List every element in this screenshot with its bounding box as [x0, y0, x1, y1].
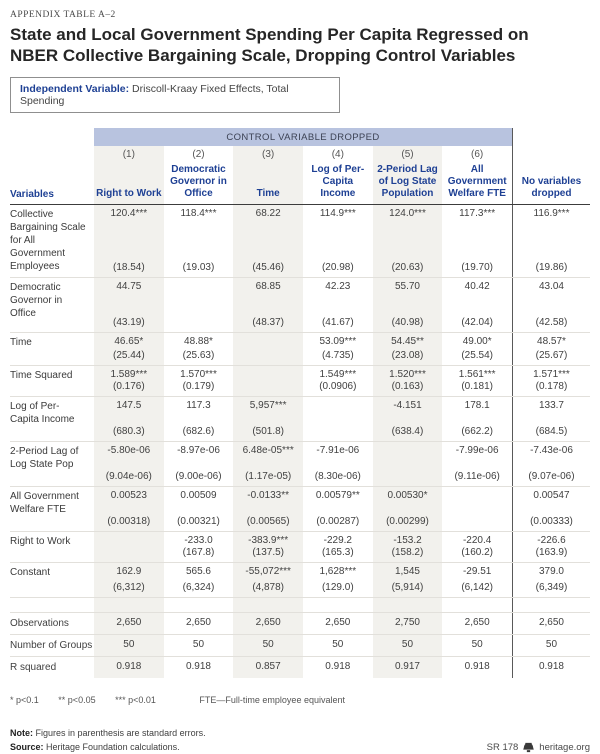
note-text: Figures in parenthesis are standard errors.	[33, 728, 206, 739]
coef-value: -220.4	[462, 535, 492, 547]
table-cell	[512, 278, 590, 332]
stats-value: 0.918	[464, 661, 490, 673]
stats-value: 0.917	[373, 657, 443, 678]
se-value: (5,914)	[391, 582, 424, 594]
table-cell	[442, 442, 512, 486]
coef-value: 1,545	[394, 566, 420, 578]
table-cell	[373, 366, 443, 396]
coef-value: 116.9***	[533, 208, 570, 220]
stats-label: Observations	[10, 618, 69, 630]
coef-value: 55.70	[394, 281, 420, 293]
column-header: Log of Per-Capita Income	[311, 164, 365, 200]
stats-value: 2,650	[233, 613, 303, 634]
table-cell	[512, 366, 590, 396]
coef-value: 147.5	[116, 400, 142, 412]
row-label: Democratic Governor in Office	[10, 282, 63, 320]
table-cell	[233, 397, 303, 441]
se-value: (41.67)	[321, 317, 354, 329]
spacer-cell	[94, 598, 164, 612]
se-value: (6,142)	[461, 582, 493, 594]
stats-value: 0.918	[94, 657, 164, 678]
table-band-row	[10, 128, 590, 146]
table-cell	[164, 366, 234, 396]
table-row	[10, 486, 590, 531]
table-cell	[512, 487, 590, 531]
row-label: All Government Welfare FTE	[10, 491, 79, 516]
table-cell	[442, 333, 512, 365]
table-cell	[94, 563, 164, 597]
coef-value: 1.570***	[180, 369, 217, 381]
table-body	[10, 205, 590, 612]
spacer-cell	[442, 598, 512, 612]
coef-value: 46.65*	[114, 336, 144, 348]
stats-row	[10, 612, 590, 634]
se-value: (0.00333)	[530, 516, 573, 528]
table-cell	[233, 205, 303, 277]
se-value: (9.04e-06)	[105, 471, 152, 483]
coef-value: 49.00*	[462, 336, 492, 348]
se-value: (501.8)	[252, 426, 284, 438]
se-value: (18.54)	[112, 262, 145, 274]
se-value: (9.07e-06)	[528, 471, 575, 483]
table-cell	[373, 333, 443, 365]
band-spacer-left	[10, 128, 94, 146]
table-cell	[164, 442, 234, 486]
se-value: (0.176)	[112, 381, 145, 393]
publication-brand	[487, 741, 590, 754]
table-spacer-row	[10, 597, 590, 612]
note-line	[10, 727, 590, 740]
coef-value: 48.88*	[184, 336, 213, 348]
coef-value: -153.2	[393, 535, 422, 547]
table-cell	[164, 397, 234, 441]
se-value: (8.30e-06)	[314, 471, 361, 483]
coef-value: -4.151	[393, 400, 422, 412]
table-cell	[94, 278, 164, 332]
column-header: Right to Work	[94, 162, 164, 204]
table-row	[10, 277, 590, 332]
coef-value: 124.0***	[389, 208, 426, 220]
coef-value: -5.80e-06	[107, 445, 151, 457]
spacer-cell	[373, 598, 443, 612]
note-label: Note:	[10, 728, 33, 739]
coef-value: 120.4***	[110, 208, 148, 220]
spacer-cell	[512, 598, 590, 612]
se-value: (6,312)	[112, 582, 145, 594]
coef-value: -383.9***	[248, 535, 289, 547]
fte-definition: FTE—Full-time employee equivalent	[199, 695, 345, 706]
table-cell	[442, 487, 512, 531]
table-cell	[303, 397, 373, 441]
coef-value: 68.85	[255, 281, 281, 293]
table-row	[10, 531, 590, 562]
coef-value: -55,072***	[245, 566, 291, 578]
report-id: SR 178	[486, 741, 519, 753]
se-value: (160.2)	[461, 547, 493, 559]
coef-value: -229.2	[323, 535, 352, 547]
table-cell	[512, 333, 590, 365]
site-url: heritage.org	[539, 741, 590, 753]
table-cell	[512, 563, 590, 597]
stats-row	[10, 656, 590, 678]
se-value: (0.181)	[461, 381, 493, 393]
table-cell	[373, 397, 443, 441]
coef-value: 0.00547	[533, 490, 570, 502]
row-label: Right to Work	[10, 536, 71, 548]
table-stats	[10, 612, 590, 678]
table-cell	[373, 487, 443, 531]
column-number: (4)	[331, 149, 344, 161]
se-value: (0.00318)	[107, 516, 151, 528]
se-value: (4,878)	[252, 582, 284, 594]
coef-value: 1.549***	[319, 369, 357, 381]
column-number: (1)	[94, 146, 164, 162]
table-eyebrow: APPENDIX TABLE A–2	[10, 10, 116, 20]
stats-label: R squared	[10, 662, 57, 674]
stats-value: 50	[471, 639, 483, 651]
se-value: (0.163)	[391, 381, 424, 393]
se-value: (23.08)	[391, 350, 424, 362]
stats-value: 0.918	[325, 661, 351, 673]
column-header: Democratic Governor in Office	[170, 164, 227, 200]
stats-value: 0.857	[233, 657, 303, 678]
se-value: (48.37)	[252, 317, 284, 329]
table-cell	[442, 205, 512, 277]
table-cell	[442, 397, 512, 441]
source-text: Heritage Foundation calculations.	[43, 742, 180, 753]
coef-value: 114.9***	[319, 208, 356, 220]
row-label: Collective Bargaining Scale for All Government Employees	[10, 209, 86, 273]
coef-value: 379.0	[538, 566, 564, 578]
stats-value: 2,650	[94, 613, 164, 634]
table-cell	[373, 278, 443, 332]
column-numbers-row	[10, 146, 590, 162]
coef-value: 118.4***	[180, 208, 217, 220]
se-value: (40.98)	[391, 317, 424, 329]
table-row	[10, 441, 590, 486]
table-cell	[94, 487, 164, 531]
table-cell	[164, 205, 234, 277]
source-line	[10, 741, 180, 754]
coef-value: -0.0133**	[247, 490, 289, 502]
stats-value: 2,650	[464, 617, 490, 629]
table-cell	[373, 532, 443, 562]
se-value: (0.00321)	[177, 516, 220, 528]
coef-value: -7.91e-06	[316, 445, 360, 457]
column-header: No variables dropped	[512, 162, 590, 204]
table-cell	[233, 366, 303, 396]
stats-value: 0.918	[185, 661, 211, 673]
stats-value: 50	[512, 635, 590, 656]
column-number: (6)	[471, 149, 484, 161]
table-cell	[512, 205, 590, 277]
table-cell	[303, 487, 373, 531]
table-cell	[233, 563, 303, 597]
table-cell	[442, 278, 512, 332]
se-value: (1.17e-05)	[245, 471, 292, 483]
table-cell	[303, 333, 373, 365]
coef-value: 117.3***	[459, 208, 496, 220]
note-source-block	[10, 727, 590, 754]
page-title: State and Local Government Spending Per Capita Regressed on NBER Collective Bargaining Scale, Dropping Control Variables	[10, 25, 529, 65]
se-value: (0.179)	[182, 381, 215, 393]
table-cell	[303, 532, 373, 562]
coef-value: 68.22	[255, 208, 281, 220]
sig-note-1: * p<0.1	[10, 695, 39, 706]
coef-value: -29.51	[462, 566, 492, 578]
table-header-row	[10, 162, 590, 205]
column-number: (2)	[192, 149, 205, 161]
column-header: Time	[233, 162, 303, 204]
column-header: All Government Welfare FTE	[447, 164, 507, 200]
se-value: (684.5)	[535, 426, 568, 438]
table-cell	[233, 532, 303, 562]
se-value: (25.63)	[182, 350, 215, 362]
independent-variable-label: Independent Variable:	[20, 83, 130, 96]
sig-note-2: ** p<0.05	[58, 695, 96, 706]
coef-value: 0.00509	[180, 490, 217, 502]
se-value: (25.44)	[112, 350, 145, 362]
coef-value: 48.57*	[537, 336, 566, 348]
se-value: (682.6)	[182, 426, 215, 438]
se-value: (129.0)	[321, 582, 354, 594]
table-cell	[94, 333, 164, 365]
coef-value: 117.3	[186, 400, 211, 412]
se-value: (25.67)	[535, 350, 568, 362]
stats-value: 50	[94, 635, 164, 656]
heritage-bell-icon	[523, 742, 534, 753]
se-value: (165.3)	[321, 547, 354, 559]
table-cell	[164, 563, 234, 597]
variables-header: Variables	[10, 189, 54, 201]
table-cell	[94, 397, 164, 441]
significance-legend	[10, 695, 590, 705]
table-cell	[164, 333, 234, 365]
se-value: (9.11e-06)	[454, 471, 500, 483]
coef-value: -8.97e-06	[177, 445, 220, 457]
stats-value: 50	[233, 635, 303, 656]
coef-value: 0.00523	[110, 490, 147, 502]
table-cell	[303, 205, 373, 277]
coef-value: 1.589***	[110, 369, 148, 381]
table-cell	[94, 442, 164, 486]
table-cell	[512, 532, 590, 562]
row-label: Constant	[10, 567, 51, 579]
coef-value: 54.45**	[391, 336, 424, 348]
table-cell	[233, 333, 303, 365]
se-value: (167.8)	[182, 547, 215, 559]
table-cell	[94, 532, 164, 562]
table-cell	[303, 278, 373, 332]
stats-value: 0.918	[512, 657, 590, 678]
se-value: (19.70)	[461, 262, 493, 274]
column-number: (5)	[373, 146, 443, 162]
se-value: (9.00e-06)	[175, 471, 222, 483]
independent-variable-box	[10, 77, 340, 113]
numbers-row-spacer-right	[512, 146, 590, 162]
row-label: Time Squared	[10, 370, 73, 382]
coef-value: -7.43e-06	[530, 445, 573, 457]
coef-value: 0.00530*	[387, 490, 428, 502]
table-row	[10, 205, 590, 277]
table-cell	[373, 205, 443, 277]
coef-value: 0.00579**	[315, 490, 360, 502]
se-value: (20.63)	[391, 262, 424, 274]
stats-value: 2,650	[185, 617, 211, 629]
se-value: (6,349)	[535, 582, 568, 594]
spacer-cell	[164, 598, 234, 612]
coef-value: 5,957***	[249, 400, 287, 412]
se-value: (19.03)	[182, 262, 215, 274]
se-value: (158.2)	[391, 547, 424, 559]
stats-label: Number of Groups	[10, 640, 93, 652]
source-label: Source:	[10, 742, 44, 753]
stats-value: 2,650	[512, 613, 590, 634]
table-cell	[442, 532, 512, 562]
coef-value: 1.520***	[389, 369, 426, 381]
se-value: (0.00287)	[316, 516, 360, 528]
table-cell	[442, 366, 512, 396]
spacer-cell	[233, 598, 303, 612]
coef-value: 53.09***	[319, 336, 357, 348]
se-value: (6,324)	[182, 582, 215, 594]
se-value: (25.54)	[461, 350, 493, 362]
se-value: (0.0906)	[319, 381, 357, 393]
table-cell	[94, 366, 164, 396]
table-cell	[233, 442, 303, 486]
coef-value: -233.0	[184, 535, 213, 547]
row-label: Log of Per-Capita Income	[10, 401, 75, 426]
table-cell	[233, 278, 303, 332]
se-value: (45.46)	[252, 262, 284, 274]
table-cell	[94, 205, 164, 277]
table-cell	[303, 366, 373, 396]
coef-value: 162.9	[116, 566, 142, 578]
coef-value: 565.6	[185, 566, 211, 578]
table-cell	[373, 563, 443, 597]
table-cell	[303, 563, 373, 597]
band-spacer-right	[512, 128, 590, 146]
coef-value: 40.42	[464, 281, 490, 293]
se-value: (42.04)	[461, 317, 493, 329]
coef-value: 43.04	[538, 281, 564, 293]
table-row	[10, 365, 590, 396]
se-value: (0.00299)	[386, 516, 429, 528]
se-value: (19.86)	[535, 262, 568, 274]
table-cell	[512, 397, 590, 441]
table-cell	[233, 487, 303, 531]
table-row	[10, 332, 590, 365]
table-cell	[373, 442, 443, 486]
se-value: (0.178)	[535, 381, 568, 393]
table-cell	[442, 563, 512, 597]
spacer-cell	[303, 598, 373, 612]
se-value: (20.98)	[321, 262, 354, 274]
control-variable-dropped-band: CONTROL VARIABLE DROPPED	[94, 128, 512, 146]
coef-value: -7.99e-06	[455, 445, 499, 457]
column-number: (3)	[233, 146, 303, 162]
se-value: (680.3)	[112, 426, 145, 438]
stats-value: 50	[332, 639, 344, 651]
source-row	[10, 741, 590, 754]
independent-variable-value: Driscoll-Kraay Fixed Effects, Total Spending	[20, 83, 289, 108]
column-header: 2-Period Lag of Log State Population	[373, 162, 443, 204]
stats-value: 50	[192, 639, 205, 651]
coef-value: 6.48e-05***	[242, 445, 294, 457]
table-cell	[512, 442, 590, 486]
coef-value: 133.7	[538, 400, 564, 412]
coef-value: 1,628***	[319, 566, 357, 578]
table-cell	[303, 442, 373, 486]
coef-value: 44.75	[116, 281, 142, 293]
table-cell	[164, 532, 234, 562]
coef-value: 42.23	[325, 281, 351, 293]
row-label: Time	[10, 337, 32, 349]
stats-value: 50	[373, 635, 443, 656]
spacer-cell	[10, 598, 94, 612]
coef-value: -226.6	[537, 535, 566, 547]
se-value: (0.00565)	[246, 516, 290, 528]
numbers-row-spacer	[10, 146, 94, 162]
se-value: (662.2)	[461, 426, 493, 438]
se-value: (43.19)	[112, 317, 145, 329]
table-row	[10, 396, 590, 441]
table-cell	[164, 278, 234, 332]
coef-value: 178.1	[464, 400, 490, 412]
coef-value: 1.561***	[458, 369, 496, 381]
se-value: (638.4)	[391, 426, 424, 438]
table-cell	[164, 487, 234, 531]
coef-value: 1.571***	[533, 369, 570, 381]
stats-value: 2,750	[373, 613, 443, 634]
stats-value: 2,650	[325, 617, 351, 629]
table-row	[10, 562, 590, 597]
sig-note-3: *** p<0.01	[115, 695, 156, 706]
stats-row	[10, 634, 590, 656]
row-label: 2-Period Lag of Log State Pop	[10, 446, 79, 471]
se-value: (137.5)	[252, 547, 284, 559]
se-value: (4.735)	[321, 350, 354, 362]
se-value: (42.58)	[535, 317, 568, 329]
se-value: (163.9)	[535, 547, 568, 559]
